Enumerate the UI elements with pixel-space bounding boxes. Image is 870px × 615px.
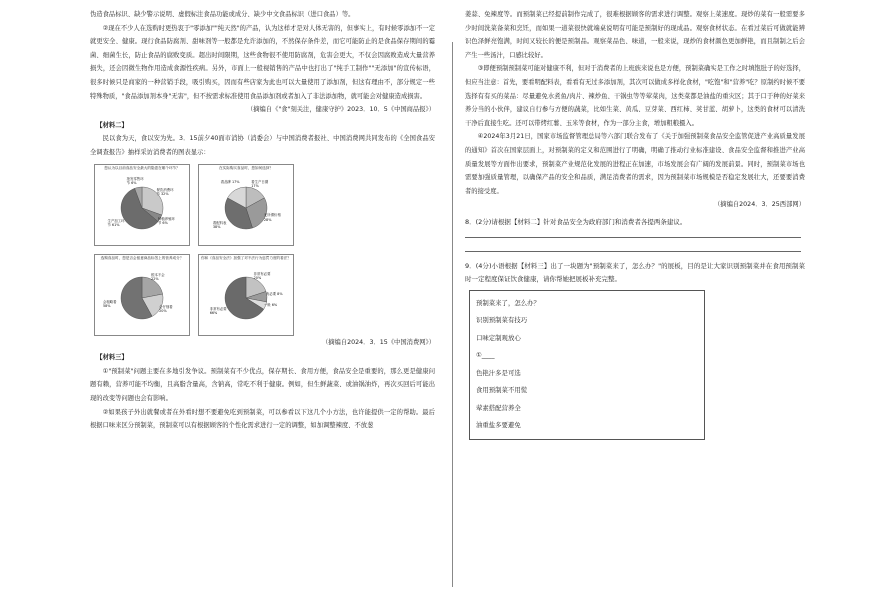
board-item: 食用预制菜不用慌: [476, 386, 528, 395]
left-column: [90, 8, 435, 433]
slice-label: 会仔细看 20%: [159, 305, 173, 314]
question-9: 9．(4分)小语根据【材料三】出了一块题为"预制菜来了，怎么办？"的展板，目的是让大家识别预制菜并在食用预制菜时一定程度保证饮食健康，请你帮她把展板补充完整。: [465, 261, 805, 283]
board-item: 色艳汁多是可选: [476, 368, 521, 377]
slice-label: 会粗略看 58%: [102, 300, 117, 309]
slice-label: 生产加工环节 61%: [107, 219, 125, 228]
chart-title: 在实际购买食品时，您如何选择？: [219, 165, 273, 170]
board-item: 口味定制观放心: [476, 333, 521, 342]
slice-label: 餐饮消费环节 32%: [156, 187, 174, 197]
pie-charts-figure: [94, 164, 294, 336]
board-item: 识别预制菜有技巧: [476, 316, 528, 325]
right-column: [465, 8, 805, 440]
paragraph: 民以食为天，食以安为先。3．15前夕40面市消协（消委会）与中国消费者报社、中国消费网共同发布的《全国食品安全调查报告》抽样采访消费者的图表显示：: [90, 135, 435, 156]
display-board: [469, 290, 705, 440]
source-citation: （摘编自2024．3．15《中国消费网》）: [321, 338, 435, 346]
pie-chart-purchase-choice: [198, 164, 294, 246]
board-item: 荤素搭配营养全: [476, 403, 521, 412]
source-citation: （摘编自《"食"刻关注，健康守护》2023．10．5《中国商品报》）: [246, 106, 435, 114]
chart-title: 您认为以目前食品安全最大的隐患在哪个环节？: [104, 165, 180, 170]
column-divider: [452, 42, 453, 587]
chart-title: 选购食品时，您是否会留意商品标签上的营养成分？: [100, 255, 184, 260]
answer-line[interactable]: [465, 237, 801, 238]
pie-svg: [119, 275, 165, 321]
pie-svg: [223, 275, 269, 321]
chart-title: 你和《食品安全法》加强了对不法行为惩罚力度的看法？: [201, 255, 291, 260]
source-citation: （摘编自2024．3．25西部网）: [713, 201, 805, 209]
slice-label: 看配料表 38%: [212, 220, 227, 229]
question-8: 8．(2分)请根据【材料二】针对食品安全为政府部门和消费者各提两条建议。: [465, 217, 687, 226]
slice-label: 种植养殖环节 6%: [157, 217, 175, 226]
slice-label: 无所谓价格 28%: [263, 213, 281, 222]
pie-chart-label-attention: [94, 254, 190, 336]
slice-label: 一般 6%: [263, 303, 278, 308]
paragraph: ②现在不少人在选购时更热衷于"零添加""纯天然"的产品，认为这样才是对人体无害的，但事实上，有时候零添加不一定就更安全、健康。现行食品防腐剂、甜味剂等一般都是允许添加的，不然保存条件差，而它可能防止的是食品保存期间的霉菌、细菌生长，防止食品的腐败变质。超出时间限期，这些食物很不使用防腐剂，危害会更大，不仅会因腐败造成大量营养损失，还会因微生物作用造成食源性疾病。另外，市面上一般视销售的产品中也打出了"纯手工制作""无添加"的宣传标语，很多时候只是商家的一种营销手段，吸引购买，因而有些店家为此也可以大量使用了添加剂，但这有理由不，部分规定一些特殊物质，"食品添加剂本身"无害"，但不按需求标准使用食品添加剂或者加入了非法添加物，就可能会对健康造成损害。: [90, 24, 435, 100]
board-blank-item[interactable]: ①____: [476, 351, 495, 360]
paragraph: 伪造食品标识、缺少警示说明、虚假标注食品功能或成分、缺少中文食品标识（进口食品）等。: [90, 11, 355, 18]
board-item: 油重盐多要避免: [476, 421, 521, 430]
material2-heading: 【材料二】: [96, 121, 128, 129]
board-title: 预制菜来了，怎么办？: [476, 298, 540, 307]
material3-heading: 【材料三】: [96, 354, 128, 362]
paragraph: ②如果孩子外出就餐或者在外看时想不要避免吃到预制菜，可以参看以下这几个小方法，也许能提供一定的帮助。最后根据口味来区分预制菜，预制菜可以有根据顾客的个性化需求进行一定的调整，如加调整辣度、不放葱: [90, 408, 435, 430]
paragraph: 姜蒜、免辣度等。而预制菜已经提前制作完成了，很难根据顾客的需求进行调整。观察上菜速度。现炒的菜有一般需要多少时间洗菜备菜和烹饪，而如果一道菜很快就端桌说明有可能是预制好的现成品。观察食材状态。在看过菜后可做就能辨识色泽鲜亮饱满，时间又较长的便是预制品。观察菜品色、味道，一般来说，现炒的食材颜色更加鲜艳，而且制制之后会产生一些汤汁，口感比较好。: [465, 11, 805, 59]
paragraph: ④2024年3月21日，国家市场监督管理总局等六部门联合发布了《关于加强预制菜食品安全监管促进产业高质量发展的通知》首次在国家层面上，对预制菜的定义和范围进行了明确，明确了推动行业标准建设、食品安全监督和推进产业高质量发展等方面作出要求，预制菜产业规范化发展的进程正在加速，市场发展会有广阔的发展前景。同时，预制菜市场也需要加强质量管理，以确保产品的安全和品质，满足消费者的需求，因为预制菜市场规模是否稳定发展壮大，还要要消费者的接受度。: [465, 133, 805, 195]
pie-chart-hazard-stage: [94, 164, 190, 246]
slice-label: 看品牌 17%: [220, 180, 240, 185]
paragraph: ③即便预制预制菜可能对健康不利，但对于消费者的上班族来说也是方便，预制菜确实是工作之时填饱肚子的好选择，但应当注意：首先，要看明配料表，看看有无过多添加剂，其次可以做成多样化食材，"吃饱"和"营养"吃？原制约时候不要选择有有买的菜品：尽量避免水煮鱼/肉片、辣炒鱼、干锅虫等等荤菜肉，这类菜都是油盐的重灾区；其于口于种的好菜来养分当的小伙伴，建议自行参与方便的蔬菜，比如生菜、黄瓜、豆芽菜、西红柿、荚甘蓝、胡萝卜，这类的食材可以清洗干净后直接生吃。还可以带烤红薯、玉米等食材，作为一部分主食，增加粗粮摄入。: [465, 65, 805, 127]
slice-label: 非常有必要 20%: [253, 271, 271, 280]
slice-label: 非常有必要 66%: [209, 306, 227, 315]
pie-chart-law-opinion: [198, 254, 294, 336]
paragraph: ①"预制菜"问题主要在多地引发争议。预制菜有不少优点，保存期长、食用方便，食品安全是重要的，那么更是健康问题有赖，营养可能不均衡，且高脂含量高，含钠高，常吃不利于健康。例如，但生鲜蔬菜、或油锅油炸，再次买回后可能出现的改变等问题也会有影响。: [90, 367, 435, 402]
slice-label: 看生产日期 17%: [251, 180, 269, 189]
slice-label: 批发零售环节 6%: [126, 176, 144, 186]
slice-label: 根本不会 22%: [151, 272, 165, 281]
slice-label: 有必要 8%: [265, 291, 283, 296]
answer-line[interactable]: [465, 251, 801, 252]
